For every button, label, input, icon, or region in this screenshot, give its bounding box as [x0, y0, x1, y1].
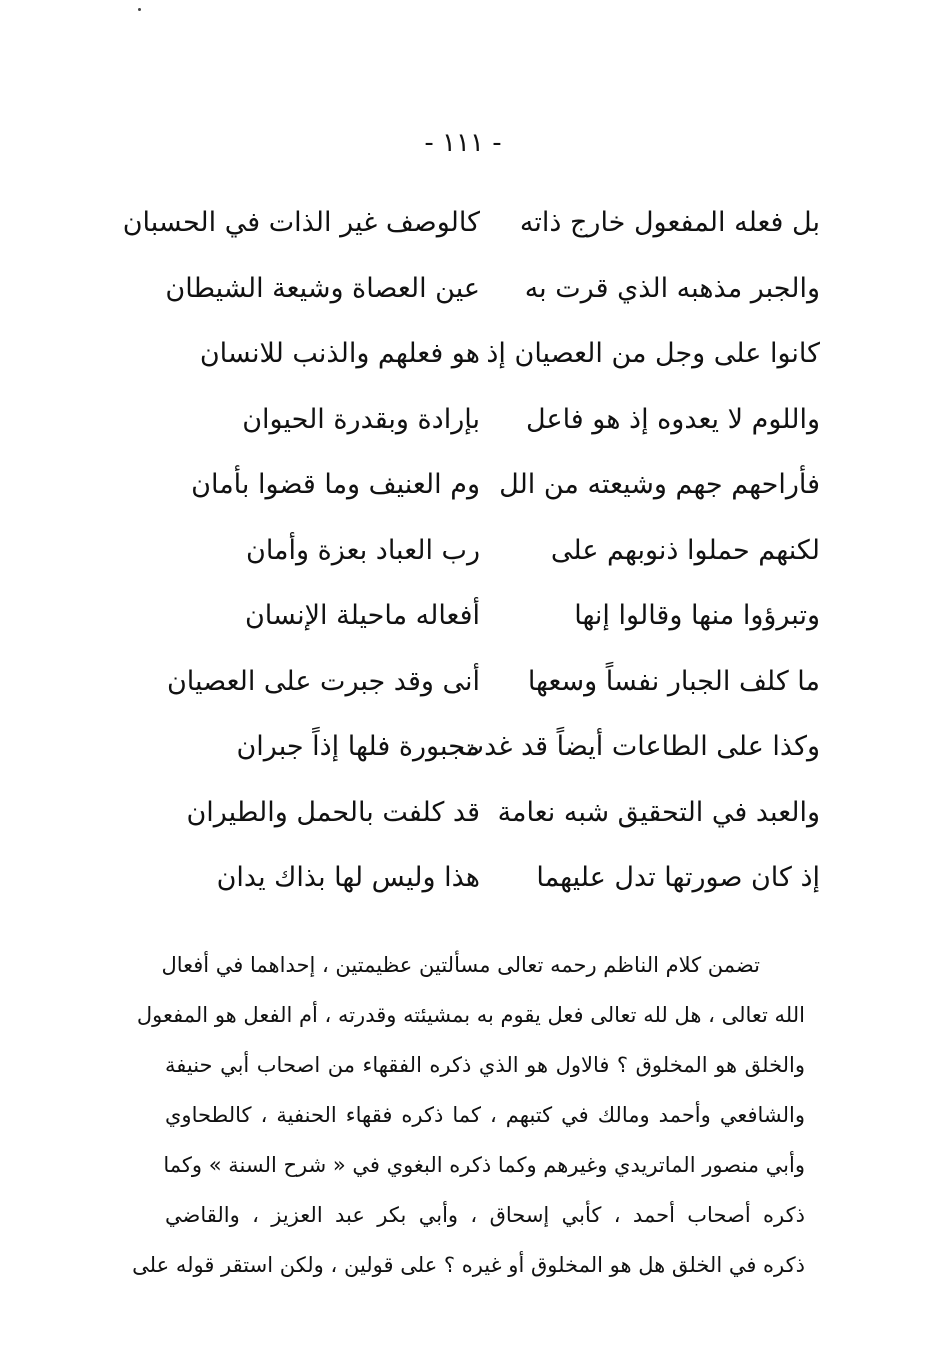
page-number: - ١١١ -	[424, 128, 502, 158]
verse-second-hemistich: هو فعلهم والذنب للانسان	[199, 338, 480, 370]
verse-row	[170, 714, 820, 780]
verse-second-hemistich: هذا وليس لها بذاك يدان	[216, 862, 480, 894]
verse-row	[170, 845, 820, 911]
verse-row	[170, 780, 820, 846]
commentary-line: ذكره أصحاب أحمد ، كأبي إسحاق ، وأبي بكر عبد العزيز ، والقاضي	[165, 1203, 805, 1227]
verse-second-hemistich: وم العنيف وما قضوا بأمان	[191, 469, 480, 501]
verse-first-hemistich: والعبد في التحقيق شبه نعامة	[497, 796, 820, 828]
verse-second-hemistich: عين العصاة وشيعة الشيطان	[165, 272, 480, 304]
commentary-line: ذكره في الخلق هل هو المخلوق أو غيره ؟ على قولين ، ولكن استقر قوله على	[132, 1253, 805, 1277]
scan-speck	[138, 8, 141, 11]
verse-second-hemistich: كالوصف غير الذات في الحسبان	[122, 207, 480, 239]
verse-first-hemistich: واللوم لا يعدوه إذ هو فاعل	[526, 403, 820, 435]
verse-first-hemistich: فأراحهم جهم وشيعته من الل	[499, 469, 820, 501]
verse-second-hemistich: بإرادة وبقدرة الحيوان	[242, 403, 480, 435]
commentary-paragraph	[132, 940, 805, 1290]
verse-first-hemistich: وتبرؤوا منها وقالوا إنها	[574, 600, 820, 632]
verse-row	[165, 256, 820, 322]
verse-first-hemistich: ما كلف الجبار نفساً وسعها	[527, 665, 820, 697]
verse-row	[170, 387, 820, 453]
verse-row	[122, 190, 820, 256]
commentary-line: والخلق هو المخلوق ؟ فالاول هو الذي ذكره الفقهاء من اصحاب أبي حنيفة	[165, 1053, 805, 1077]
poem-verses	[122, 190, 820, 911]
verse-row	[170, 321, 820, 387]
verse-second-hemistich: مجبورة فلها إذاً جبران	[236, 731, 480, 763]
verse-row	[170, 518, 820, 584]
verse-first-hemistich: لكنهم حملوا ذنوبهم على	[550, 534, 820, 566]
verse-row	[166, 649, 820, 715]
commentary-line: تضمن كلام الناظم رحمه تعالى مسألتين عظيمتين ، إحداهما في أفعال	[161, 953, 760, 977]
verse-second-hemistich: أفعاله ماحيلة الإنسان	[244, 600, 480, 632]
commentary-line: وأبي منصور الماتريدي وغيرهم وكما ذكره البغوي في « شرح السنة » وكما	[163, 1153, 805, 1177]
verse-first-hemistich: وكذا على الطاعات أيضاً قد غدت	[458, 731, 820, 763]
commentary-line: الله تعالى ، هل لله تعالى فعل يقوم به بمشيئته وقدرته ، أم الفعل هو المفعول	[136, 1003, 805, 1027]
verse-second-hemistich: رب العباد بعزة وأمان	[246, 534, 480, 566]
verse-row	[170, 452, 820, 518]
verse-second-hemistich: قد كلفت بالحمل والطيران	[186, 796, 480, 828]
verse-first-hemistich: إذ كان صورتها تدل عليهما	[536, 862, 820, 894]
verse-first-hemistich: والجبر مذهبه الذي قرت به	[524, 272, 820, 304]
verse-row	[170, 583, 820, 649]
commentary-line: والشافعي وأحمد ومالك في كتبهم ، كما ذكره فقهاء الحنفية ، كالطحاوي	[165, 1103, 805, 1127]
verse-first-hemistich: بل فعله المفعول خارج ذاته	[519, 207, 820, 239]
verse-second-hemistich: أنى وقد جبرت على العصيان	[166, 665, 480, 697]
verse-first-hemistich: كانوا على وجل من العصيان إذ	[486, 338, 820, 370]
